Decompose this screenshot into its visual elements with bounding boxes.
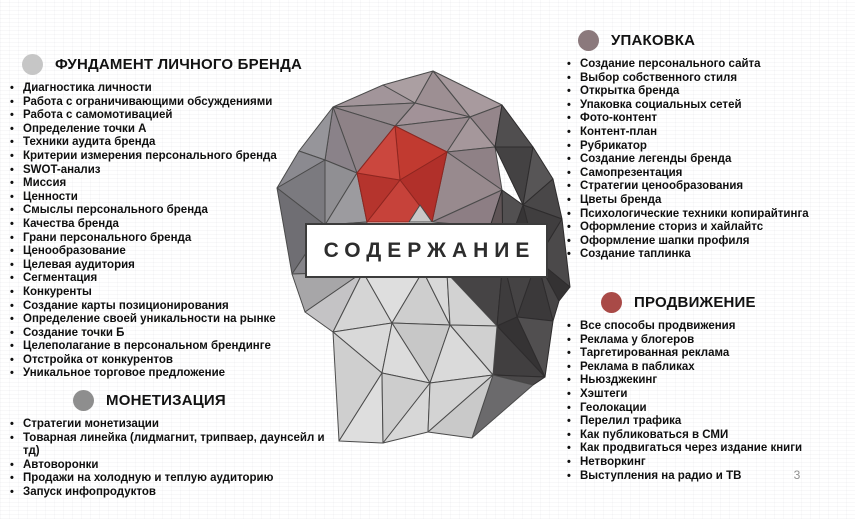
bullet-icon: • (10, 326, 14, 339)
list-item (565, 402, 855, 416)
list-item-label: Нетворкинг (580, 455, 646, 468)
bullet-icon: • (10, 340, 14, 353)
section-header (578, 30, 855, 51)
bullet-icon: • (10, 217, 14, 230)
bullet-icon: • (567, 401, 571, 414)
list-item-label: Создание легенды бренда (580, 153, 732, 166)
list-item-label: Реклама в пабликах (580, 360, 695, 373)
bullet-icon: • (567, 112, 571, 125)
list-item-label: Работа с ограничивающими обсуждениями (23, 95, 273, 108)
list-item (565, 374, 855, 388)
list-item-label: Все способы продвижения (580, 320, 736, 332)
list-item-label: SWOT-анализ (23, 163, 101, 176)
bullet-icon: • (10, 485, 14, 498)
bullet-icon: • (10, 245, 14, 258)
list-item-label: Сегментация (23, 272, 98, 285)
list-item (8, 164, 313, 178)
list-item-label: Ньюзджекинг (580, 374, 658, 387)
bullet-icon: • (567, 166, 571, 179)
list-item (8, 286, 313, 300)
bullet-icon: • (567, 347, 571, 360)
list-item (565, 320, 855, 334)
bullet-icon: • (567, 98, 571, 111)
list-item-label: Перелил трафика (580, 415, 682, 428)
list-item-label: Упаковка социальных сетей (580, 98, 742, 111)
bullet-icon: • (10, 431, 14, 444)
list-item (565, 334, 855, 348)
list-item (8, 313, 313, 327)
list-item-label: Целевая аудитория (23, 258, 135, 271)
list-item-label: Открытка бренда (580, 85, 680, 98)
list-item (8, 300, 313, 314)
section-title: ПРОДВИЖЕНИЕ (634, 294, 756, 311)
list-item (565, 153, 855, 167)
bullet-icon: • (10, 418, 14, 430)
list-item-label: Определение точки А (23, 122, 147, 135)
list-item-label: Таргетированная реклама (580, 347, 730, 360)
bullet-icon: • (567, 58, 571, 70)
bullet-icon: • (10, 95, 14, 108)
bullet-icon: • (567, 455, 571, 468)
bullet-icon: • (567, 85, 571, 98)
list-item-label: Ценообразование (23, 245, 126, 258)
bullet-icon: • (10, 472, 14, 485)
list-item (8, 472, 330, 486)
list-item (565, 99, 855, 113)
list-item-label: Геолокации (580, 401, 647, 414)
list-item-label: Цветы бренда (580, 193, 662, 206)
list-item (8, 136, 313, 150)
list-item (565, 221, 855, 235)
bullet-icon: • (10, 458, 14, 471)
bullet-icon: • (567, 153, 571, 166)
list-item-label: Целеполагание в персональном брендинге (23, 340, 271, 353)
section-list (8, 418, 330, 500)
list-item-label: Уникальное торговое предложение (23, 367, 226, 380)
list-item (565, 347, 855, 361)
list-item (565, 208, 855, 222)
list-item (8, 123, 313, 137)
list-item (8, 432, 330, 459)
list-item-label: Создание таплинка (580, 248, 691, 261)
bullet-icon: • (567, 139, 571, 152)
list-item-label: Фото-контент (580, 112, 658, 125)
section-list (8, 82, 313, 381)
bullet-icon: • (10, 163, 14, 176)
list-item (565, 72, 855, 86)
section-promotion (565, 292, 855, 483)
section-header (73, 390, 330, 411)
contents-title-box (305, 223, 548, 278)
list-item-label: Хэштеги (580, 387, 628, 400)
section-list (565, 58, 855, 262)
list-item-label: Грани персонального бренда (23, 231, 192, 244)
bullet-icon: • (567, 221, 571, 234)
section-bullet-icon (578, 30, 599, 51)
bullet-icon: • (567, 469, 571, 482)
list-item (8, 272, 313, 286)
bullet-icon: • (10, 109, 14, 122)
bullet-icon: • (10, 353, 14, 366)
section-list (565, 320, 855, 483)
list-item (8, 245, 313, 259)
bullet-icon: • (10, 231, 14, 244)
list-item-label: Стратегии монетизации (23, 418, 159, 430)
bullet-icon: • (567, 71, 571, 84)
list-item-label: Создание точки Б (23, 326, 125, 339)
list-item (8, 367, 313, 381)
list-item-label: Создание карты позиционирования (23, 299, 229, 312)
bullet-icon: • (10, 367, 14, 380)
bullet-icon: • (567, 428, 571, 441)
list-item-label: Как публиковаться в СМИ (580, 428, 729, 441)
bullet-icon: • (10, 149, 14, 162)
list-item (565, 85, 855, 99)
list-item-label: Рубрикатор (580, 139, 647, 152)
bullet-icon: • (10, 272, 14, 285)
list-item (565, 112, 855, 126)
list-item-label: Работа с самомотивацией (23, 109, 173, 122)
list-item (8, 82, 313, 96)
page-number: 3 (793, 468, 801, 482)
list-item-label: Самопрезентация (580, 166, 683, 179)
section-header (22, 54, 313, 75)
list-item-label: Создание персонального сайта (580, 58, 761, 70)
list-item-label: Качества бренда (23, 217, 119, 230)
list-item (8, 232, 313, 246)
list-item (8, 96, 313, 110)
bullet-icon: • (567, 374, 571, 387)
bullet-icon: • (567, 125, 571, 138)
list-item-label: Как продвигаться через издание книги (580, 442, 803, 455)
list-item (565, 58, 855, 72)
bullet-icon: • (567, 234, 571, 247)
list-item (565, 167, 855, 181)
list-item-label: Миссия (23, 177, 67, 190)
list-item (8, 177, 313, 191)
list-item (565, 140, 855, 154)
list-item-label: Товарная линейка (лидмагнит, трипваер, даунсейл и тд) (23, 431, 325, 458)
list-item (565, 442, 855, 456)
list-item-label: Выступления на радио и ТВ (580, 469, 742, 482)
list-item (8, 191, 313, 205)
list-item-label: Ценности (23, 190, 78, 203)
section-title: УПАКОВКА (611, 32, 696, 49)
bullet-icon: • (567, 442, 571, 455)
bullet-icon: • (10, 136, 14, 149)
list-item (8, 459, 330, 473)
bullet-icon: • (10, 190, 14, 203)
section-packaging (565, 30, 855, 262)
list-item (565, 248, 855, 262)
list-item-label: Контент-план (580, 125, 658, 138)
list-item (565, 361, 855, 375)
section-bullet-icon (601, 292, 622, 313)
list-item (565, 429, 855, 443)
slide-title: СОДЕРЖАНИЕ (323, 238, 536, 262)
list-item-label: Запуск инфопродуктов (23, 485, 156, 498)
list-item-label: Диагностика личности (23, 82, 152, 94)
list-item (565, 235, 855, 249)
bullet-icon: • (567, 333, 571, 346)
bullet-icon: • (567, 320, 571, 332)
list-item (8, 327, 313, 341)
list-item (8, 218, 313, 232)
list-item-label: Психологические техники копирайтинга (580, 207, 809, 220)
bullet-icon: • (10, 177, 14, 190)
bullet-icon: • (10, 258, 14, 271)
list-item-label: Критерии измерения персонального бренда (23, 149, 277, 162)
list-item (565, 126, 855, 140)
bullet-icon: • (567, 248, 571, 261)
list-item-label: Определение своей уникальности на рынке (23, 313, 276, 326)
list-item (8, 204, 313, 218)
list-item-label: Оформление сториз и хайлайтс (580, 221, 764, 234)
bullet-icon: • (567, 180, 571, 193)
list-item (565, 180, 855, 194)
list-item-label: Смыслы персонального бренда (23, 204, 208, 217)
section-monetization (8, 390, 330, 500)
list-item-label: Автоворонки (23, 458, 99, 471)
list-item (8, 259, 313, 273)
bullet-icon: • (10, 313, 14, 326)
bullet-icon: • (567, 387, 571, 400)
list-item (565, 388, 855, 402)
section-bullet-icon (22, 54, 43, 75)
list-item-label: Техники аудита бренда (23, 136, 156, 149)
bullet-icon: • (10, 82, 14, 94)
list-item (8, 150, 313, 164)
bullet-icon: • (567, 415, 571, 428)
list-item-label: Стратегии ценообразования (580, 180, 744, 193)
list-item (8, 109, 313, 123)
bullet-icon: • (10, 122, 14, 135)
bullet-icon: • (10, 299, 14, 312)
list-item-label: Выбор собственного стиля (580, 71, 738, 84)
section-header (601, 292, 855, 313)
section-bullet-icon (73, 390, 94, 411)
list-item (8, 486, 330, 500)
list-item (8, 340, 313, 354)
bullet-icon: • (567, 360, 571, 373)
section-title: МОНЕТИЗАЦИЯ (106, 392, 226, 409)
list-item-label: Реклама у блогеров (580, 333, 695, 346)
bullet-icon: • (567, 207, 571, 220)
list-item-label: Конкуренты (23, 285, 92, 298)
list-item (8, 354, 313, 368)
list-item-label: Продажи на холодную и теплую аудиторию (23, 472, 274, 485)
list-item-label: Оформление шапки профиля (580, 234, 750, 247)
list-item-label: Отстройка от конкурентов (23, 353, 173, 366)
bullet-icon: • (567, 193, 571, 206)
section-foundation (8, 54, 313, 381)
list-item (8, 418, 330, 432)
bullet-icon: • (10, 204, 14, 217)
bullet-icon: • (10, 285, 14, 298)
list-item (565, 415, 855, 429)
section-title: ФУНДАМЕНТ ЛИЧНОГО БРЕНДА (55, 56, 303, 73)
list-item (565, 194, 855, 208)
